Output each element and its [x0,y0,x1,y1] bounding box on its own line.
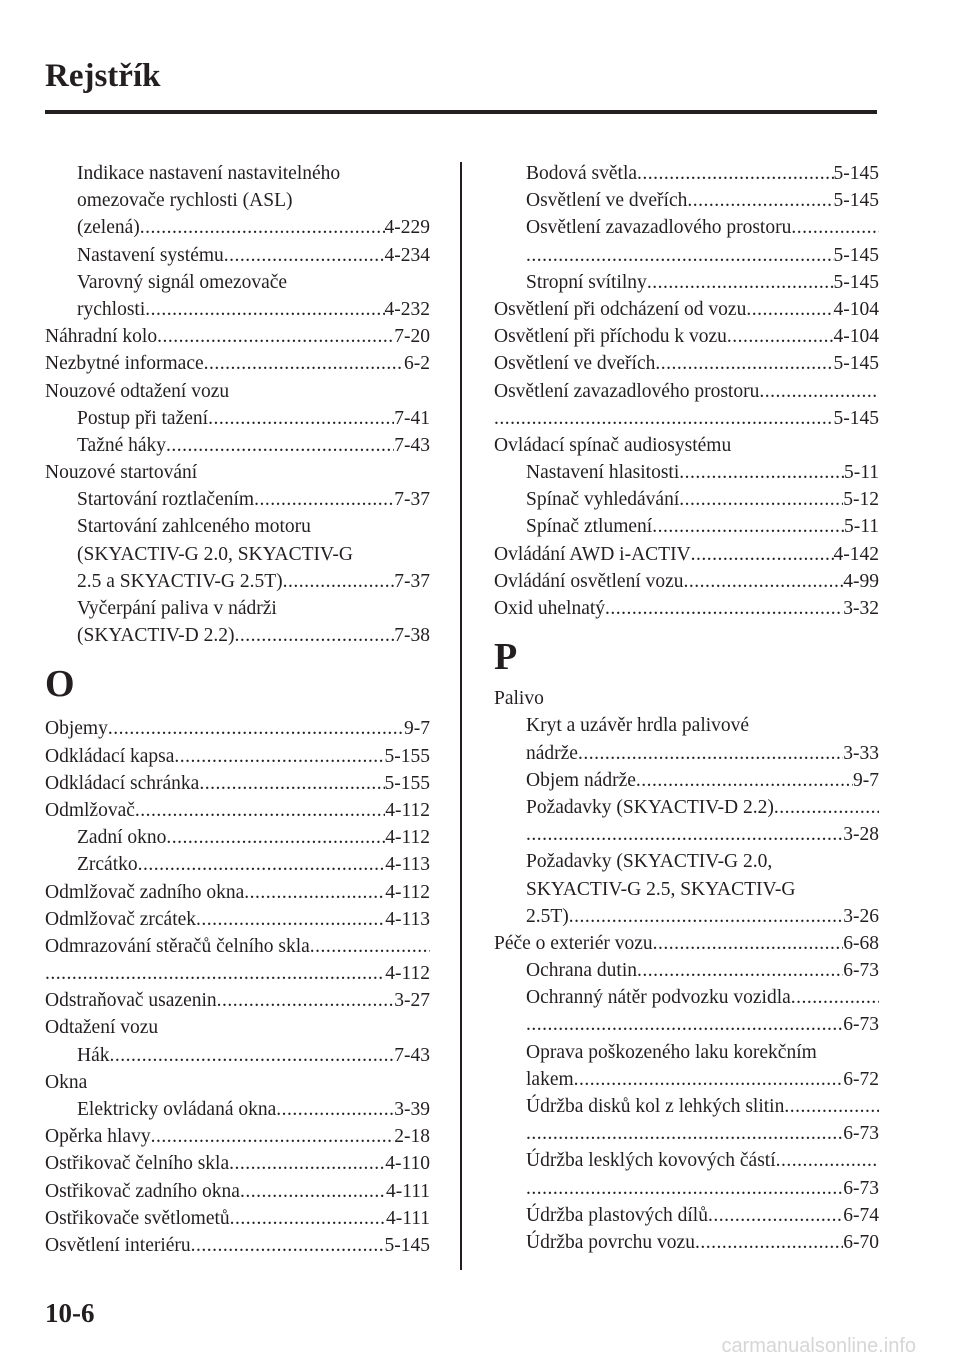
entry-term: Hák [77,1044,110,1066]
entry-term: Okna [45,1071,88,1093]
index-entry [494,323,879,350]
index-subentry [45,242,430,269]
index-subentry [494,187,879,214]
page-reference: 7-43 [394,434,430,456]
entry-term: Odstraňovač usazenin [45,990,217,1012]
index-subentry [494,1066,879,1093]
entry-term: Oxid uhelnatý [494,598,606,619]
index-entry [494,378,879,405]
index-subentry [494,984,879,1011]
index-subentry [494,513,879,540]
watermark: carmanualsonline.info [721,1335,916,1357]
entry-term: Nouzové odtažení vozu [45,380,230,402]
entry-term: Ostřikovače světlometů [45,1207,230,1229]
dot-leader [45,960,385,987]
dot-leader [174,743,384,770]
page-reference: 5-145 [833,244,879,266]
dot-leader [759,378,879,405]
entry-term: Zadní okno [77,827,167,849]
entry-term: Nastavení systému [77,244,224,266]
entry-term: Odmlžovač zrcátek [45,908,197,930]
page-reference: 4-110 [385,1153,430,1175]
dot-leader [569,903,843,930]
entry-term: Odmrazování stěračů čelního skla [45,935,310,957]
dot-leader [636,767,853,794]
entry-term: Ovládání osvětlení vozu [494,570,684,592]
index-entry [494,930,879,957]
page-reference: 3-39 [394,1099,430,1120]
page-reference: 7-41 [394,407,430,429]
index-subentry [494,160,879,187]
index-column-right [494,160,879,1256]
page-reference: 5-12 [843,489,879,511]
index-entry [45,933,430,960]
page-reference: 5-145 [833,190,879,212]
page-reference: 4-111 [385,1207,430,1229]
index-entry [45,879,430,906]
entry-term: Péče o exteriér vozu [494,932,653,954]
dot-leader [166,824,385,851]
index-subentry [494,1175,879,1202]
entry-term: Osvětlení při odcházení od vozu [494,298,747,320]
page-reference: 5-145 [384,1234,430,1256]
index-subentry [45,595,430,622]
dot-leader [708,1202,843,1229]
dot-leader [140,214,385,241]
page-reference: 2-18 [394,1126,430,1148]
page-reference: 7-37 [394,570,430,592]
index-subentry [494,486,879,513]
index-entry [494,568,879,595]
index-subentry [494,459,879,486]
entry-term: (SKYACTIV-D 2.2) [77,625,235,647]
index-subentry [45,824,430,851]
dot-leader [276,1096,394,1123]
dot-leader [199,770,384,797]
index-subentry [45,513,430,540]
entry-term: Ostřikovač zadního okna [45,1180,240,1202]
dot-leader [244,879,385,906]
dot-leader [240,1178,386,1205]
dot-leader [224,242,385,269]
index-subentry [494,242,879,269]
index-subentry [494,767,879,794]
entry-term: Spínač ztlumení [526,516,653,538]
index-subentry [494,1202,879,1229]
entry-term: 2.5T) [526,905,569,927]
page-reference: 6-73 [843,1177,879,1199]
index-subentry [494,876,879,903]
dot-leader [791,214,879,241]
index-section-letter: O [45,663,75,706]
index-entry [45,960,430,987]
dot-leader [110,1042,395,1069]
entry-term: Objemy [45,718,108,740]
page-reference: 7-38 [394,625,430,647]
entry-term: Indikace nastavení nastavitelného [77,163,341,184]
entry-term: Údržba lesklých kovových částí [526,1150,776,1172]
index-subentry [494,1011,879,1038]
entry-term: Náhradní kolo [45,326,158,348]
dot-leader [234,622,394,649]
page-reference: 6-70 [843,1231,879,1253]
page-reference: 6-74 [843,1204,879,1226]
page-reference: 5-11 [843,516,879,538]
page-reference: 4-232 [384,298,430,320]
page-reference: 3-28 [843,824,879,846]
entry-term: rychlosti [77,298,146,320]
page-reference: 3-32 [843,598,879,619]
entry-term: Stropní svítilny [526,271,647,293]
dot-leader [526,1120,843,1147]
page-reference: 5-145 [833,163,879,184]
page-reference: 3-33 [843,742,879,764]
index-subentry [45,622,430,649]
index-entry [494,685,879,712]
page-reference: 3-27 [394,990,430,1012]
index-subentry [494,821,879,848]
entry-term: Osvětlení interiéru [45,1234,191,1256]
page-reference: 5-145 [833,407,879,429]
entry-term: omezovače rychlosti (ASL) [77,190,293,212]
page-reference: 4-104 [833,298,879,320]
index-entry [45,906,430,933]
entry-term: Odtažení vozu [45,1017,159,1039]
dot-leader [526,1175,843,1202]
index-subentry [45,541,430,568]
index-entry [45,459,430,486]
entry-term: Ovládání AWD i-ACTIV [494,543,691,565]
index-entry [494,350,879,377]
entry-term: Ovládací spínač audiosystému [494,434,732,456]
page-reference: 4-234 [384,244,430,266]
index-subentry [45,432,430,459]
entry-term: Elektricky ovládaná okna [77,1099,277,1120]
page-reference: 5-155 [384,772,430,794]
dot-leader [108,715,404,742]
entry-term: Odkládací schránka [45,772,200,794]
entry-term: Odmlžovač zadního okna [45,881,245,903]
index-subentry [45,405,430,432]
page-reference: 9-7 [853,769,879,791]
page-reference: 4-99 [843,570,879,592]
entry-term: (zelená) [77,217,140,239]
dot-leader [526,242,834,269]
page-reference: 4-113 [385,854,430,876]
page-reference: 6-73 [843,960,879,982]
entry-term: (SKYACTIV-G 2.0, SKYACTIV-G [77,543,353,565]
entry-term: Osvětlení zavazadlového prostoru [494,380,760,402]
index-entry [45,743,430,770]
entry-term: Ochrana dutin [526,960,638,982]
dot-leader [310,933,430,960]
index-subentry [494,1039,879,1066]
dot-leader [605,595,843,622]
dot-leader [695,1229,843,1256]
entry-term: Ostřikovač čelního skla [45,1153,230,1175]
entry-term: Osvětlení zavazadlového prostoru [526,217,792,239]
page-reference: 3-26 [843,905,879,927]
entry-term: Odmlžovač [45,799,135,821]
index-subentry [45,214,430,241]
index-subentry [45,187,430,214]
dot-leader [578,740,843,767]
header-rule [45,110,877,114]
index-entry [45,770,430,797]
index-entry [494,595,879,622]
index-subentry [494,903,879,930]
entry-term: Vyčerpání paliva v nádrži [77,598,277,619]
dot-leader [494,405,834,432]
index-subentry [494,1229,879,1256]
dot-leader [138,851,386,878]
index-subentry [494,1120,879,1147]
entry-term: Nezbytné informace [45,353,204,375]
dot-leader [746,296,833,323]
index-entry [45,1205,430,1232]
page-reference: 4-113 [385,908,430,930]
dot-leader [727,323,834,350]
dot-leader [687,187,833,214]
dot-leader [254,486,394,513]
dot-leader [574,1066,844,1093]
page-reference: 4-142 [833,543,879,565]
index-entry [494,296,879,323]
entry-term: Startování roztlačením [77,489,255,511]
dot-leader [791,984,879,1011]
entry-term: lakem [526,1068,574,1090]
dot-leader [679,486,843,513]
index-subentry [494,740,879,767]
entry-term: Objem nádrže [526,769,636,791]
index-entry [45,350,430,377]
entry-term: Zrcátko [77,854,138,876]
dot-leader [208,405,394,432]
entry-term: Palivo [494,688,544,710]
dot-leader [774,794,879,821]
index-entry [45,378,430,405]
page-reference: 6-73 [843,1014,879,1036]
index-subentry [45,851,430,878]
index-subentry [494,794,879,821]
dot-leader [283,568,395,595]
dot-leader [684,568,844,595]
page-number: 10-6 [45,1298,95,1328]
dot-leader [637,160,833,187]
dot-leader [191,1232,385,1259]
dot-leader [135,797,385,824]
entry-term: Tažné háky [77,434,167,456]
dot-leader [526,821,843,848]
entry-term: Osvětlení ve dveřích [526,190,688,212]
page-reference: 7-20 [394,326,430,348]
entry-term: Bodová světla [526,163,638,184]
index-entry [45,1232,430,1259]
page-reference: 4-111 [385,1180,430,1202]
index-subentry [45,1042,430,1069]
entry-term: Ochranný nátěr podvozku vozidla [526,987,791,1009]
entry-term: Údržba disků kol z lehkých slitin [526,1096,785,1117]
dot-leader [145,296,384,323]
index-subentry [494,214,879,241]
dot-leader [653,930,844,957]
entry-term: Postup při tažení [77,407,209,429]
page-reference: 6-73 [843,1123,879,1145]
index-subentry [494,712,879,739]
index-entry [45,1123,430,1150]
dot-leader [217,987,395,1014]
page-reference: 4-112 [385,881,430,903]
page-reference: 5-145 [833,353,879,375]
index-entry [45,1150,430,1177]
entry-term: Osvětlení ve dveřích [494,353,656,375]
entry-term: Oprava poškozeného laku korekčním [526,1041,817,1063]
index-entry [494,405,879,432]
page-reference: 4-229 [384,217,430,239]
index-entry [494,432,879,459]
dot-leader [691,541,834,568]
dot-leader [526,1011,843,1038]
index-subentry [494,1093,879,1120]
entry-term: nádrže [526,742,578,764]
page-reference: 4-112 [385,827,430,849]
dot-leader [166,432,394,459]
entry-term: Údržba plastových dílů [526,1204,708,1226]
page-reference: 6-72 [843,1068,879,1090]
entry-term: Osvětlení při příchodu k vozu [494,326,727,348]
index-entry [45,715,430,742]
entry-term: Nastavení hlasitosti [526,462,680,484]
index-entry [494,541,879,568]
page-reference: 4-104 [833,326,879,348]
index-subentry [494,269,879,296]
page-reference: 4-112 [385,799,430,821]
dot-leader [652,513,844,540]
dot-leader [204,350,404,377]
index-entry [45,797,430,824]
entry-term: Spínač vyhledávání [526,489,680,511]
page-reference: 6-2 [404,353,430,375]
index-subentry [494,957,879,984]
entry-term: Startování zahlceného motoru [77,516,311,538]
index-subentry [45,269,430,296]
index-subentry [45,568,430,595]
entry-term: Odkládací kapsa [45,745,175,767]
dot-leader [637,957,843,984]
index-subentry [45,160,430,187]
index-subentry [45,296,430,323]
page-reference: 5-145 [833,271,879,293]
dot-leader [151,1123,395,1150]
page-reference: 4-112 [385,963,430,985]
entry-term: Požadavky (SKYACTIV-G 2.0, [526,851,773,873]
index-entry [45,323,430,350]
index-subentry [494,1147,879,1174]
page-reference: 5-11 [843,462,879,484]
index-section-letter: P [494,636,518,679]
index-entry [45,1069,430,1096]
entry-term: Kryt a uzávěr hrdla palivové [526,715,750,737]
page-reference: 7-37 [394,489,430,511]
dot-leader [230,1205,386,1232]
index-subentry [45,486,430,513]
dot-leader [679,459,844,486]
page-title: Rejstřík [45,58,161,94]
index-column-left [45,160,430,1259]
index-entry [45,1178,430,1205]
entry-term: 2.5 a SKYACTIV-G 2.5T) [77,570,283,592]
index-subentry [45,1096,430,1123]
entry-term: SKYACTIV-G 2.5, SKYACTIV-G [526,878,796,900]
column-divider [460,162,462,1270]
dot-leader [196,906,385,933]
dot-leader [776,1147,879,1174]
index-subentry [494,848,879,875]
entry-term: Nouzové startování [45,462,198,484]
index-entry [45,1014,430,1041]
entry-term: Varovný signál omezovače [77,271,288,293]
index-entry [45,987,430,1014]
dot-leader [157,323,394,350]
dot-leader [229,1150,385,1177]
entry-term: Požadavky (SKYACTIV-D 2.2) [526,796,774,818]
dot-leader [647,269,834,296]
page-reference: 7-43 [394,1044,430,1066]
page-reference: 6-68 [843,932,879,954]
entry-term: Opěrka hlavy [45,1126,151,1148]
dot-leader [655,350,833,377]
page-reference: 5-155 [384,745,430,767]
dot-leader [784,1093,879,1120]
entry-term: Údržba povrchu vozu [526,1231,695,1253]
page-reference: 9-7 [404,718,430,740]
